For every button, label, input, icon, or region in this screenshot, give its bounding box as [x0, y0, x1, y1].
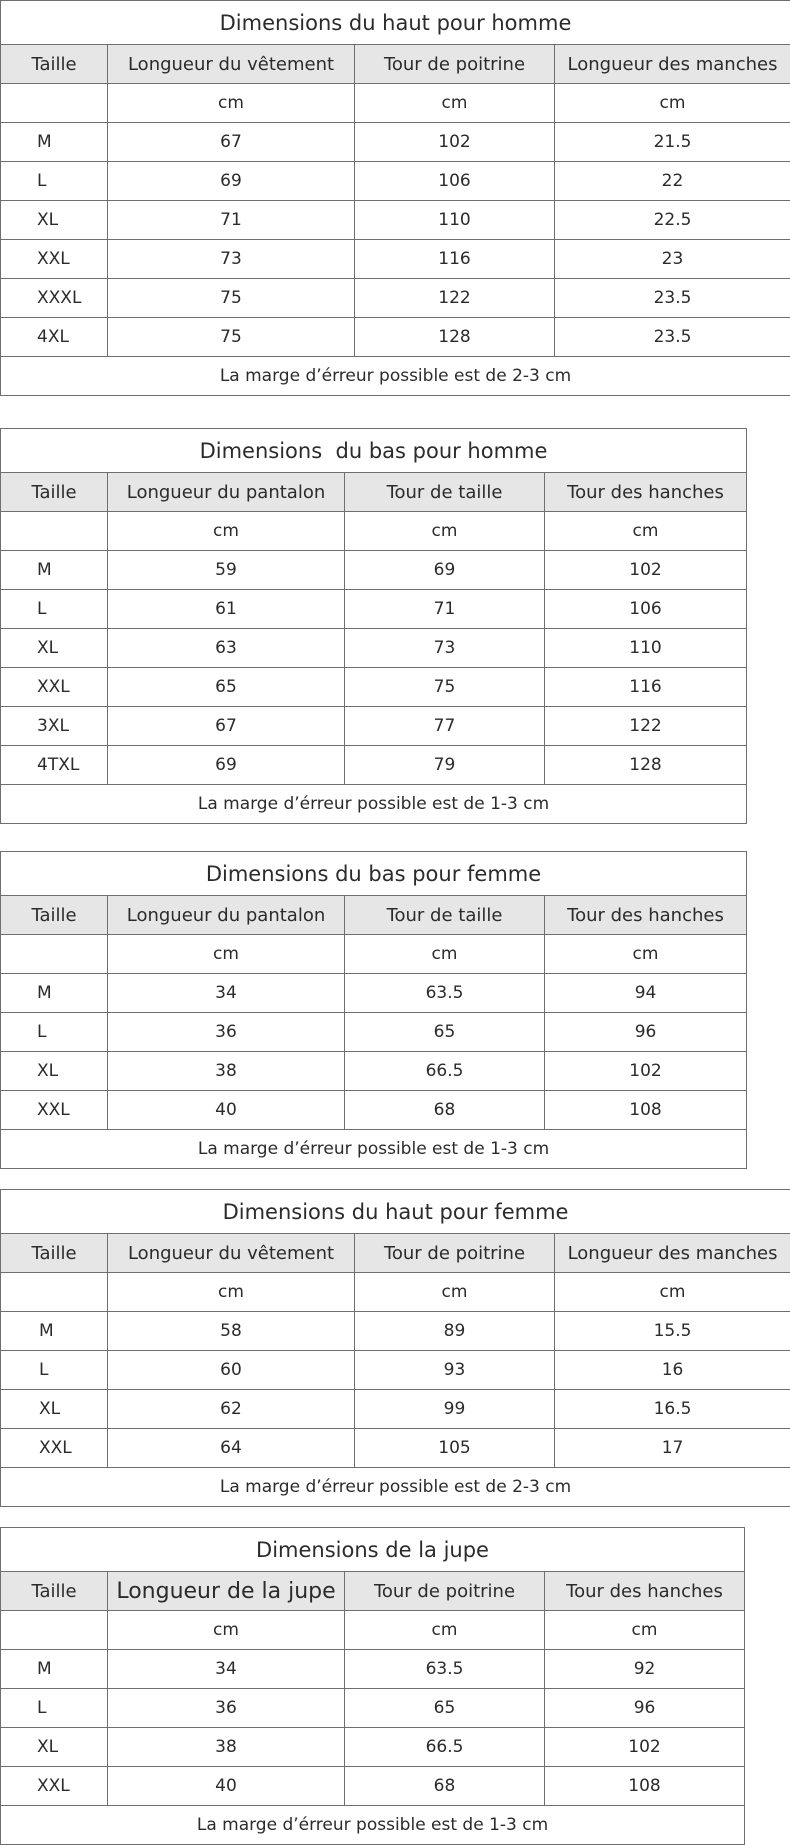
header-cell: Tour des hanches: [545, 896, 747, 935]
table-cell: 110: [545, 629, 747, 668]
unit-cell: cm: [345, 512, 545, 551]
table-title: Dimensions du haut pour femme: [1, 1190, 790, 1234]
table-cell: 64: [108, 1429, 355, 1468]
header-cell: Longueur du vêtement: [108, 1234, 355, 1273]
tolerance-note: La marge d’érreur possible est de 1-3 cm: [1, 1806, 745, 1845]
table-cell: 96: [545, 1689, 745, 1728]
table-row: [1, 1390, 790, 1429]
table-cell: 116: [355, 240, 555, 279]
table-cell: 68: [345, 1091, 545, 1130]
table-jupe: [0, 1527, 745, 1845]
size-cell: XXL: [1, 668, 108, 707]
size-cell: XL: [1, 1390, 108, 1429]
table-title: Dimensions du haut pour homme: [1, 1, 790, 45]
table-cell: 62: [108, 1390, 355, 1429]
table-cell: 16: [555, 1351, 790, 1390]
table-cell: 105: [355, 1429, 555, 1468]
unit-cell: cm: [108, 1273, 355, 1312]
table-cell: 38: [108, 1052, 345, 1091]
unit-cell: cm: [108, 512, 345, 551]
header-cell: Tour de poitrine: [355, 45, 555, 84]
table-bas-femme: [0, 851, 747, 1169]
table-cell: 67: [108, 707, 345, 746]
table-cell: 69: [108, 162, 355, 201]
size-cell: M: [1, 1650, 108, 1689]
table-row: [1, 162, 790, 201]
table-cell: 65: [345, 1013, 545, 1052]
size-cell: XL: [1, 1052, 108, 1091]
table-row: [1, 668, 747, 707]
table-cell: 89: [355, 1312, 555, 1351]
size-cell: L: [1, 1351, 108, 1390]
header-cell: Taille: [1, 1572, 108, 1611]
table-cell: 75: [345, 668, 545, 707]
header-cell: Tour de poitrine: [345, 1572, 545, 1611]
table-cell: 16.5: [555, 1390, 790, 1429]
table-cell: 61: [108, 590, 345, 629]
table-cell: 71: [108, 201, 355, 240]
unit-cell: [1, 1273, 108, 1312]
tolerance-note: La marge d’érreur possible est de 2-3 cm: [1, 357, 790, 396]
unit-cell: cm: [555, 84, 790, 123]
table-cell: 108: [545, 1767, 745, 1806]
header-cell: Taille: [1, 473, 108, 512]
table-cell: 122: [355, 279, 555, 318]
unit-cell: cm: [108, 84, 355, 123]
table-haut-homme: [0, 0, 790, 396]
table-cell: 21.5: [555, 123, 790, 162]
size-cell: XXL: [1, 1429, 108, 1468]
table-row: [1, 1689, 745, 1728]
table-cell: 36: [108, 1689, 345, 1728]
table-cell: 75: [108, 279, 355, 318]
unit-cell: cm: [545, 512, 747, 551]
table-cell: 77: [345, 707, 545, 746]
size-cell: L: [1, 590, 108, 629]
header-cell: Longueur des manches: [555, 45, 790, 84]
table-row: [1, 240, 790, 279]
header-cell: Taille: [1, 896, 108, 935]
table-cell: 128: [355, 318, 555, 357]
table-cell: 106: [545, 590, 747, 629]
unit-cell: cm: [555, 1273, 790, 1312]
header-cell: Tour de taille: [345, 473, 545, 512]
table-cell: 93: [355, 1351, 555, 1390]
size-cell: M: [1, 1312, 108, 1351]
size-cell: XL: [1, 629, 108, 668]
table-row: [1, 1650, 745, 1689]
table-cell: 40: [108, 1091, 345, 1130]
table-row: [1, 279, 790, 318]
size-cell: 4XL: [1, 318, 108, 357]
table-cell: 73: [108, 240, 355, 279]
table-cell: 102: [545, 551, 747, 590]
unit-cell: cm: [108, 1611, 345, 1650]
table-row: [1, 1351, 790, 1390]
table-row: [1, 707, 747, 746]
size-cell: M: [1, 551, 108, 590]
table-row: [1, 551, 747, 590]
table-row: [1, 1429, 790, 1468]
unit-cell: cm: [108, 935, 345, 974]
table-cell: 102: [545, 1728, 745, 1767]
table-cell: 23: [555, 240, 790, 279]
table-cell: 67: [108, 123, 355, 162]
header-cell: Taille: [1, 45, 108, 84]
table-cell: 15.5: [555, 1312, 790, 1351]
size-cell: M: [1, 974, 108, 1013]
size-cell: L: [1, 1689, 108, 1728]
header-cell: Longueur du pantalon: [108, 473, 345, 512]
unit-cell: [1, 512, 108, 551]
table-cell: 122: [545, 707, 747, 746]
table-row: [1, 201, 790, 240]
table-cell: 65: [345, 1689, 545, 1728]
table-cell: 34: [108, 974, 345, 1013]
header-cell: Tour des hanches: [545, 473, 747, 512]
table-row: [1, 590, 747, 629]
size-cell: L: [1, 162, 108, 201]
table-cell: 108: [545, 1091, 747, 1130]
table-cell: 63.5: [345, 974, 545, 1013]
table-row: [1, 1767, 745, 1806]
table-cell: 96: [545, 1013, 747, 1052]
size-cell: 4TXL: [1, 746, 108, 785]
unit-cell: cm: [345, 1611, 545, 1650]
table-row: [1, 629, 747, 668]
table-cell: 22.5: [555, 201, 790, 240]
unit-cell: cm: [355, 1273, 555, 1312]
table-cell: 60: [108, 1351, 355, 1390]
table-cell: 110: [355, 201, 555, 240]
table-cell: 66.5: [345, 1052, 545, 1091]
size-cell: XL: [1, 1728, 108, 1767]
size-cell: XXXL: [1, 279, 108, 318]
unit-cell: [1, 84, 108, 123]
table-row: [1, 1728, 745, 1767]
table-cell: 69: [345, 551, 545, 590]
header-cell: Longueur des manches: [555, 1234, 790, 1273]
table-cell: 128: [545, 746, 747, 785]
unit-cell: cm: [345, 935, 545, 974]
header-cell: Tour de poitrine: [355, 1234, 555, 1273]
table-row: [1, 1091, 747, 1130]
unit-cell: cm: [355, 84, 555, 123]
size-cell: M: [1, 123, 108, 162]
table-cell: 36: [108, 1013, 345, 1052]
table-haut-femme: [0, 1189, 790, 1507]
table-cell: 65: [108, 668, 345, 707]
size-cell: XL: [1, 201, 108, 240]
table-cell: 34: [108, 1650, 345, 1689]
unit-cell: [1, 1611, 108, 1650]
table-cell: 102: [355, 123, 555, 162]
table-title: Dimensions du bas pour homme: [1, 429, 747, 473]
table-cell: 79: [345, 746, 545, 785]
table-row: [1, 1013, 747, 1052]
table-cell: 106: [355, 162, 555, 201]
table-cell: 68: [345, 1767, 545, 1806]
table-row: [1, 1312, 790, 1351]
table-cell: 63: [108, 629, 345, 668]
header-cell: Longueur du pantalon: [108, 896, 345, 935]
table-cell: 40: [108, 1767, 345, 1806]
table-cell: 99: [355, 1390, 555, 1429]
table-cell: 71: [345, 590, 545, 629]
table-cell: 22: [555, 162, 790, 201]
tolerance-note: La marge d’érreur possible est de 1-3 cm: [1, 785, 747, 824]
size-cell: XXL: [1, 1767, 108, 1806]
table-row: [1, 123, 790, 162]
size-cell: L: [1, 1013, 108, 1052]
table-cell: 116: [545, 668, 747, 707]
tolerance-note: La marge d’érreur possible est de 1-3 cm: [1, 1130, 747, 1169]
table-cell: 63.5: [345, 1650, 545, 1689]
table-cell: 69: [108, 746, 345, 785]
header-cell: Longueur de la jupe: [108, 1572, 345, 1611]
unit-cell: cm: [545, 1611, 745, 1650]
size-cell: 3XL: [1, 707, 108, 746]
size-cell: XXL: [1, 1091, 108, 1130]
table-cell: 38: [108, 1728, 345, 1767]
table-title: Dimensions de la jupe: [1, 1528, 745, 1572]
header-cell: Longueur du vêtement: [108, 45, 355, 84]
table-cell: 59: [108, 551, 345, 590]
table-title: Dimensions du bas pour femme: [1, 852, 747, 896]
unit-cell: [1, 935, 108, 974]
size-cell: XXL: [1, 240, 108, 279]
table-cell: 94: [545, 974, 747, 1013]
table-cell: 73: [345, 629, 545, 668]
unit-cell: cm: [545, 935, 747, 974]
header-cell: Tour des hanches: [545, 1572, 745, 1611]
table-bas-homme: [0, 428, 747, 824]
table-cell: 92: [545, 1650, 745, 1689]
tolerance-note: La marge d’érreur possible est de 2-3 cm: [1, 1468, 790, 1507]
table-row: [1, 746, 747, 785]
header-cell: Tour de taille: [345, 896, 545, 935]
header-cell: Taille: [1, 1234, 108, 1273]
table-cell: 66.5: [345, 1728, 545, 1767]
table-row: [1, 318, 790, 357]
table-cell: 17: [555, 1429, 790, 1468]
table-cell: 58: [108, 1312, 355, 1351]
table-cell: 75: [108, 318, 355, 357]
table-cell: 102: [545, 1052, 747, 1091]
table-cell: 23.5: [555, 279, 790, 318]
table-row: [1, 974, 747, 1013]
table-row: [1, 1052, 747, 1091]
table-cell: 23.5: [555, 318, 790, 357]
